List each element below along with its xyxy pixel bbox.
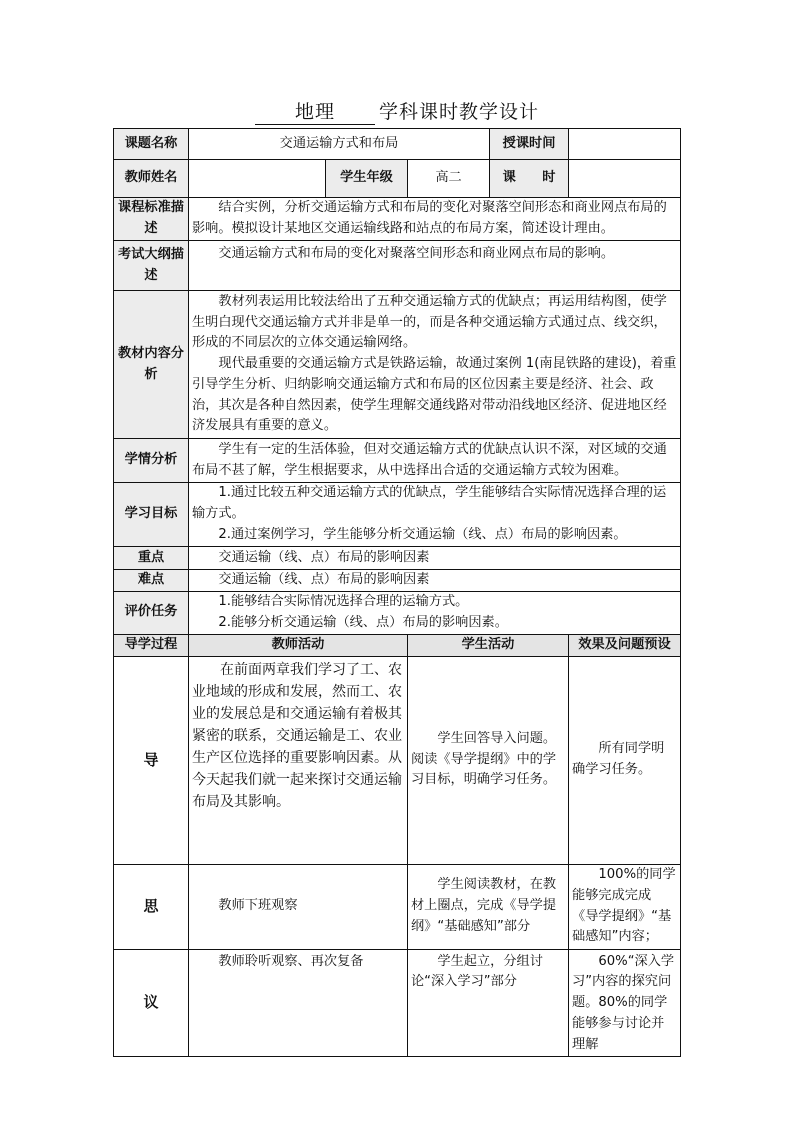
row-standard [114,198,681,241]
learner-text: 学生有一定的生活体验，但对交通运输方式的优缺点认识不深，对区域的交通布局不甚了解，学生根据要求，从中选择出合适的交通运输方式较为困难。 [192,441,667,478]
process-effect: 100%的同学能够完成完成《导学提纲》“基础感知”内容； [572,867,676,945]
evaluation-label: 评价任务 [114,592,189,635]
standard-label: 课程标准描述 [114,198,189,241]
process-row [114,864,681,949]
process-student-activity: 学生起立，分组讨论“深入学习”部分 [411,953,543,990]
evaluation-item-1: 1.能够结合实际情况选择合理的运输方式。 [218,594,469,609]
row-goals [114,483,681,547]
topic-label: 课题名称 [114,129,189,160]
process-row [114,656,681,864]
row-exam [114,241,681,291]
row-key [114,547,681,570]
difficulty-text: 交通运输（线、点）布局的影响因素 [218,572,430,588]
period-value [569,160,681,198]
row-teacher [114,160,681,198]
row-material [114,291,681,439]
goal-item-2: 2.通过案例学习，学生能够分析交通运输（线、点）布局的影响因素。 [218,526,627,542]
standard-text: 结合实例，分析交通运输方式和布局的变化对聚落空间形态和商业网点布局的影响。模拟设计某地区交通运输线路和站点的布局方案，简述设计理由。 [192,200,667,236]
process-row [114,949,681,1056]
time-value [569,129,681,160]
process-student-activity: 学生阅读教材，在教材上圈点，完成《导学提纲》“基础感知”部分 [411,877,557,934]
process-phase: 导 [114,656,189,864]
material-paragraph-1: 教材列表运用比较法给出了五种交通运输方式的优缺点；再运用结构图，使学生明白现代交通运输方式并非是单一的，而是各种交通运输方式通过点、线交织，形成的不同层次的立体交通运输网络。 [192,293,667,351]
row-learner [114,439,681,483]
process-header-student: 学生活动 [408,634,569,656]
document-title [0,100,794,125]
title-text: 学科课时教学设计 [378,101,539,123]
process-header-row [114,634,681,656]
process-teacher-activity: 教师聆听观察、再次复备 [218,953,364,969]
process-teacher-activity: 在前面两章我们学习了工、农业地域的形成和发展，然而工、农业的发展总是和交通运输有着极其紧密的联系，交通运输是工、农业生产区位选择的重要影响因素。从今天起我们就一起来探讨交通运输布局及其影响。 [192,661,402,810]
row-difficulty [114,570,681,592]
process-header-phase: 导学过程 [114,634,189,656]
topic-value: 交通运输方式和布局 [189,129,490,160]
material-label: 教材内容分析 [114,291,189,439]
process-header-effect: 效果及问题预设 [569,634,681,656]
key-label: 重点 [114,547,189,570]
period-label: 课 时 [490,160,569,198]
goal-label: 学习目标 [114,483,189,547]
goal-item-1: 1.通过比较五种交通运输方式的优缺点，学生能够结合实际情况选择合理的运输方式。 [192,485,667,522]
process-effect: 所有同学明确学习任务。 [572,741,665,778]
lesson-plan-table [113,128,681,1057]
learner-label: 学情分析 [114,439,189,483]
subject-name: 地理 [255,100,375,125]
row-evaluation [114,592,681,635]
process-teacher-activity: 教师下班观察 [218,898,298,914]
process-header-teacher: 教师活动 [189,634,408,656]
evaluation-item-2: 2.能够分析交通运输（线、点）布局的影响因素。 [218,614,508,630]
teacher-label: 教师姓名 [114,160,189,198]
difficulty-label: 难点 [114,570,189,592]
grade-value: 高二 [408,160,490,198]
process-student-activity: 学生回答导入问题。阅读《导学提纲》中的学习目标，明确学习任务。 [411,730,557,788]
key-text: 交通运输（线、点）布局的影响因素 [218,549,430,565]
exam-text: 交通运输方式和布局的变化对聚落空间形态和商业网点布局的影响。 [218,246,615,261]
process-effect: 60%“深入学习”内容的探究问题。80%的同学能够参与讨论并理解 [572,953,675,1052]
teacher-value [189,160,326,198]
process-phase: 思 [114,864,189,949]
exam-label: 考试大纲描述 [114,241,189,291]
time-label: 授课时间 [490,129,569,160]
material-paragraph-2: 现代最重要的交通运输方式是铁路运输，故通过案例 1(南昆铁路的建设)，着重引导学生分析、归纳影响交通运输方式和布局的区位因素主要是经济、社会、政治，其次是各种自然因素，使学生理解交通线路对带动沿线地区经济、促进地区经济发展具有重要的意义。 [192,356,677,434]
process-phase: 议 [114,949,189,1056]
grade-label: 学生年级 [326,160,408,198]
row-topic [114,129,681,160]
